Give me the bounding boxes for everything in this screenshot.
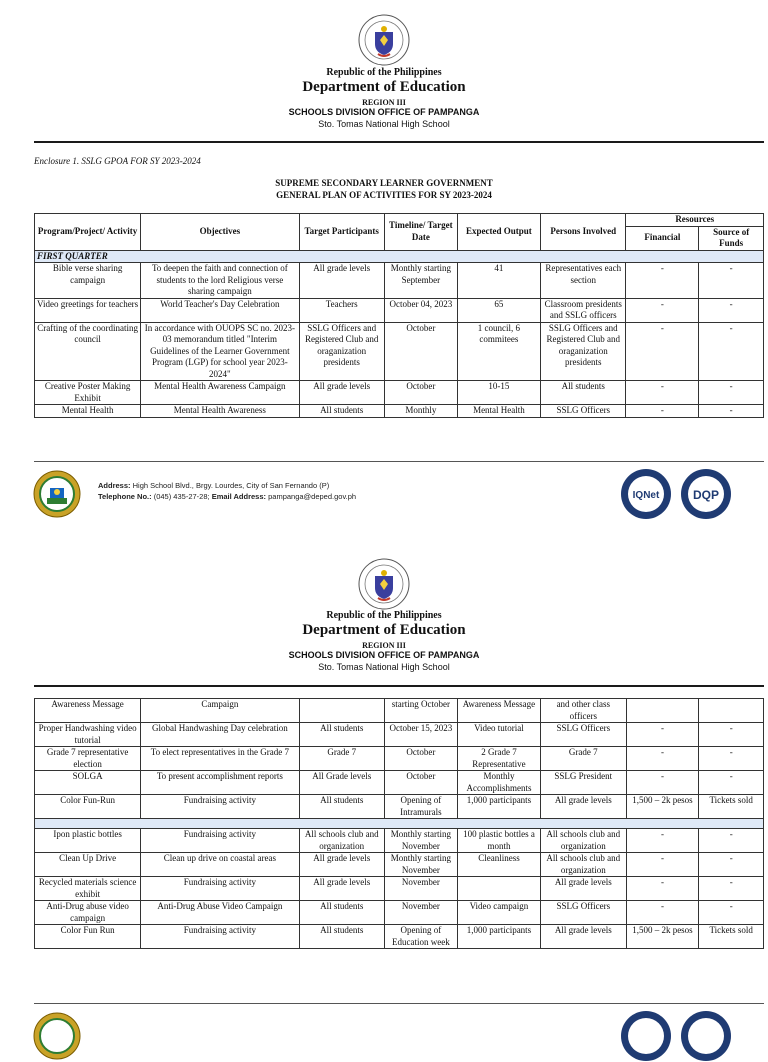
table-cell: All students (299, 405, 384, 418)
table-cell: All students (541, 381, 626, 405)
table-cell: - (626, 723, 699, 747)
deped-seal-icon-page2 (358, 558, 410, 610)
table-cell: - (626, 771, 699, 795)
table-cell: All students (299, 901, 384, 925)
table-row (35, 795, 764, 819)
table-cell: Classroom presidents and SSLG officers (541, 298, 626, 322)
table-row (35, 829, 764, 853)
table-cell: All grade levels (541, 877, 626, 901)
table-cell: October (384, 381, 457, 405)
table-cell: Global Handwashing Day celebration (141, 723, 299, 747)
quarter-label: FIRST QUARTER (35, 250, 764, 263)
table-cell: - (626, 298, 699, 322)
col-header-source: Source of Funds (699, 226, 764, 250)
table-cell: Color Fun-Run (35, 795, 141, 819)
table-cell: Mental Health (457, 405, 540, 418)
cert1-text: IQNet (632, 490, 660, 501)
table-cell: Fundraising activity (141, 829, 299, 853)
table-cell (457, 877, 540, 901)
table-cell: Creative Poster Making Exhibit (35, 381, 141, 405)
table-cell: November (384, 901, 457, 925)
table-cell: Monthly starting September (384, 263, 457, 299)
table-cell: All schools club and organization (541, 829, 626, 853)
division-line: SCHOOLS DIVISION OFFICE OF PAMPANGA (288, 107, 480, 117)
col-header-financial: Financial (626, 226, 699, 250)
table-cell: - (626, 901, 699, 925)
table-row (35, 381, 764, 405)
table-cell: - (626, 322, 699, 381)
table-cell: All schools club and organization (299, 829, 384, 853)
table-cell: Monthly starting November (384, 829, 457, 853)
table-cell: All grade levels (299, 263, 384, 299)
table-cell: October (384, 771, 457, 795)
table-cell: - (699, 747, 764, 771)
table-cell: Monthly (384, 405, 457, 418)
col-header-persons: Persons Involved (541, 214, 626, 251)
table-cell: 1,000 participants (457, 925, 540, 949)
deped-seal-icon (358, 14, 410, 66)
table-cell: - (699, 298, 764, 322)
table-cell: All students (299, 925, 384, 949)
table-cell: - (699, 901, 764, 925)
table-cell: - (699, 853, 764, 877)
table-row (35, 901, 764, 925)
table-cell: Mental Health Awareness Campaign (141, 381, 299, 405)
table-cell: 2 Grade 7 Representative (457, 747, 540, 771)
document-title-line2: GENERAL PLAN OF ACTIVITIES FOR SY 2023-2024 (276, 190, 492, 200)
table-cell: 10-15 (457, 381, 540, 405)
table-cell: 1,500 – 2k pesos (626, 925, 699, 949)
iqnet-certification-icon (620, 468, 672, 520)
table-cell: - (699, 381, 764, 405)
table-cell: World Teacher's Day Celebration (141, 298, 299, 322)
table-cell: - (626, 829, 699, 853)
table-cell: All grade levels (299, 877, 384, 901)
table-cell: Fundraising activity (141, 795, 299, 819)
table-row (35, 322, 764, 381)
activities-table-page2 (34, 698, 764, 949)
table-cell: - (626, 263, 699, 299)
col-header-output: Expected Output (457, 214, 540, 251)
table-cell: Mental Health Awareness (141, 405, 299, 418)
table-cell: Opening of Intramurals (384, 795, 457, 819)
table-cell: To present accomplishment reports (141, 771, 299, 795)
table-cell: - (626, 381, 699, 405)
table-cell: Opening of Education week (384, 925, 457, 949)
table-cell: - (699, 405, 764, 418)
table-cell: 1,500 – 2k pesos (626, 795, 699, 819)
school-logo-icon (33, 470, 81, 518)
table-cell: Cleanliness (457, 853, 540, 877)
table-cell: Mental Health (35, 405, 141, 418)
region-line: REGION III (362, 98, 406, 107)
email-label: Email Address: (211, 492, 267, 501)
table-cell: SSLG Officers (541, 723, 626, 747)
table-row (35, 298, 764, 322)
table-cell: October (384, 747, 457, 771)
header-divider (34, 141, 764, 143)
table-cell: October (384, 322, 457, 381)
table-cell: Grade 7 (299, 747, 384, 771)
table-cell: Grade 7 (541, 747, 626, 771)
table-row (35, 925, 764, 949)
address-label: Address: (98, 481, 131, 490)
table-cell: All students (299, 723, 384, 747)
dqp-certification-icon (680, 468, 732, 520)
table-cell: 100 plastic bottles a month (457, 829, 540, 853)
table-cell: 65 (457, 298, 540, 322)
table-cell: Monthly starting November (384, 853, 457, 877)
table-cell: To elect representatives in the Grade 7 (141, 747, 299, 771)
table-cell: Awareness Message (457, 699, 540, 723)
telephone-label: Telephone No.: (98, 492, 152, 501)
table-cell: Clean up drive on coastal areas (141, 853, 299, 877)
dqp-certification-icon-page2 (680, 1010, 732, 1062)
table-cell: SSLG Officers (541, 901, 626, 925)
activities-table-page1 (34, 213, 764, 418)
table-cell (299, 699, 384, 723)
table-cell: SSLG Officers and Registered Club and oraganization presidents (541, 322, 626, 381)
table-cell: - (626, 747, 699, 771)
school-line-page2: Sto. Tomas National High School (318, 662, 450, 672)
table-cell: Recycled materials science exhibit (35, 877, 141, 901)
department-title: Department of Education (302, 79, 466, 95)
col-header-program: Program/Project/ Activity (35, 214, 141, 251)
table-cell: - (626, 405, 699, 418)
table-cell: Grade 7 representative election (35, 747, 141, 771)
table-row (35, 699, 764, 723)
iqnet-certification-icon-page2 (620, 1010, 672, 1062)
table-cell: 41 (457, 263, 540, 299)
school-logo-icon-page2 (33, 1012, 81, 1060)
table-cell (626, 699, 699, 723)
table-row (35, 747, 764, 771)
table-cell: - (699, 829, 764, 853)
table-cell: - (699, 723, 764, 747)
table-cell: Campaign (141, 699, 299, 723)
table-cell: All grade levels (541, 925, 626, 949)
table-row (35, 405, 764, 418)
table-cell: 1,000 participants (457, 795, 540, 819)
table-cell: Tickets sold (699, 925, 764, 949)
table-cell: Monthly Accomplishments (457, 771, 540, 795)
table-cell: Fundraising activity (141, 925, 299, 949)
table-cell: Anti-Drug Abuse Video Campaign (141, 901, 299, 925)
table-cell: Proper Handwashing video tutorial (35, 723, 141, 747)
table-cell: Video greetings for teachers (35, 298, 141, 322)
republic-line-page2: Republic of the Philippines (326, 610, 442, 621)
table-cell: SOLGA (35, 771, 141, 795)
table-cell: All grade levels (299, 853, 384, 877)
table-cell: All grade levels (541, 795, 626, 819)
region-line-page2: REGION III (362, 641, 406, 650)
telephone-value: (045) 435-27-28; (153, 492, 210, 501)
col-header-objectives: Objectives (141, 214, 299, 251)
col-header-timeline: Timeline/ Target Date (384, 214, 457, 251)
table-cell: November (384, 877, 457, 901)
table-cell: and other class officers (541, 699, 626, 723)
table-cell: Teachers (299, 298, 384, 322)
table-cell: Representatives each section (541, 263, 626, 299)
table-row (35, 723, 764, 747)
table-cell: 1 council, 6 commitees (457, 322, 540, 381)
table-cell: Video campaign (457, 901, 540, 925)
table-cell: Clean Up Drive (35, 853, 141, 877)
department-title-page2: Department of Education (302, 622, 466, 638)
table-cell: Awareness Message (35, 699, 141, 723)
republic-line: Republic of the Philippines (326, 67, 442, 78)
table-cell: All students (299, 795, 384, 819)
table-cell: Bible verse sharing campaign (35, 263, 141, 299)
table-cell: - (699, 771, 764, 795)
table-row (35, 263, 764, 299)
table-cell: Video tutorial (457, 723, 540, 747)
document-title-line1: SUPREME SECONDARY LEARNER GOVERNMENT (275, 178, 493, 188)
enclosure-label: Enclosure 1. SSLG GPOA FOR SY 2023-2024 (34, 156, 201, 166)
table-cell (699, 699, 764, 723)
table-row (35, 853, 764, 877)
email-value: pampanga@deped.gov.ph (268, 492, 357, 501)
table-cell: October 15, 2023 (384, 723, 457, 747)
cert2-text: DQP (692, 488, 720, 502)
table-cell: In accordance with OUOPS SC no. 2023-03 memorandum titled "Interim Guidelines of the Learner Government Program (LGP) for school year 2023-2024" (141, 322, 299, 381)
table-cell: Crafting of the coordinating council (35, 322, 141, 381)
table-cell: - (699, 877, 764, 901)
footer-divider-page2 (34, 1003, 764, 1004)
table-cell: starting October (384, 699, 457, 723)
table-cell: SSLG Officers (541, 405, 626, 418)
footer-divider (34, 461, 764, 462)
table-cell: Ipon plastic bottles (35, 829, 141, 853)
header-divider-page2 (34, 685, 764, 687)
school-line: Sto. Tomas National High School (318, 119, 450, 129)
table-cell: Fundraising activity (141, 877, 299, 901)
table-cell: Anti-Drug abuse video campaign (35, 901, 141, 925)
table-cell: All Grade levels (299, 771, 384, 795)
table-cell: SSLG President (541, 771, 626, 795)
table-cell: To deepen the faith and connection of students to the lord Religious verse sharing campaign (141, 263, 299, 299)
table-cell: - (626, 877, 699, 901)
col-header-participants: Target Participants (299, 214, 384, 251)
table-row (35, 771, 764, 795)
table-cell: All schools club and organization (541, 853, 626, 877)
table-cell: Color Fun Run (35, 925, 141, 949)
table-cell: - (699, 322, 764, 381)
footer-address-block (98, 480, 356, 502)
table-cell: - (626, 853, 699, 877)
table-row (35, 877, 764, 901)
table-cell: - (699, 263, 764, 299)
table-cell: Tickets sold (699, 795, 764, 819)
address-value: High School Blvd., Brgy. Lourdes, City of San Fernando (P) (132, 481, 330, 490)
table-cell: October 04, 2023 (384, 298, 457, 322)
col-header-resources: Resources (626, 214, 764, 227)
table-cell: SSLG Officers and Registered Club and oraganization presidents (299, 322, 384, 381)
division-line-page2: SCHOOLS DIVISION OFFICE OF PAMPANGA (288, 650, 480, 660)
table-cell: All grade levels (299, 381, 384, 405)
section-separator (35, 819, 764, 829)
